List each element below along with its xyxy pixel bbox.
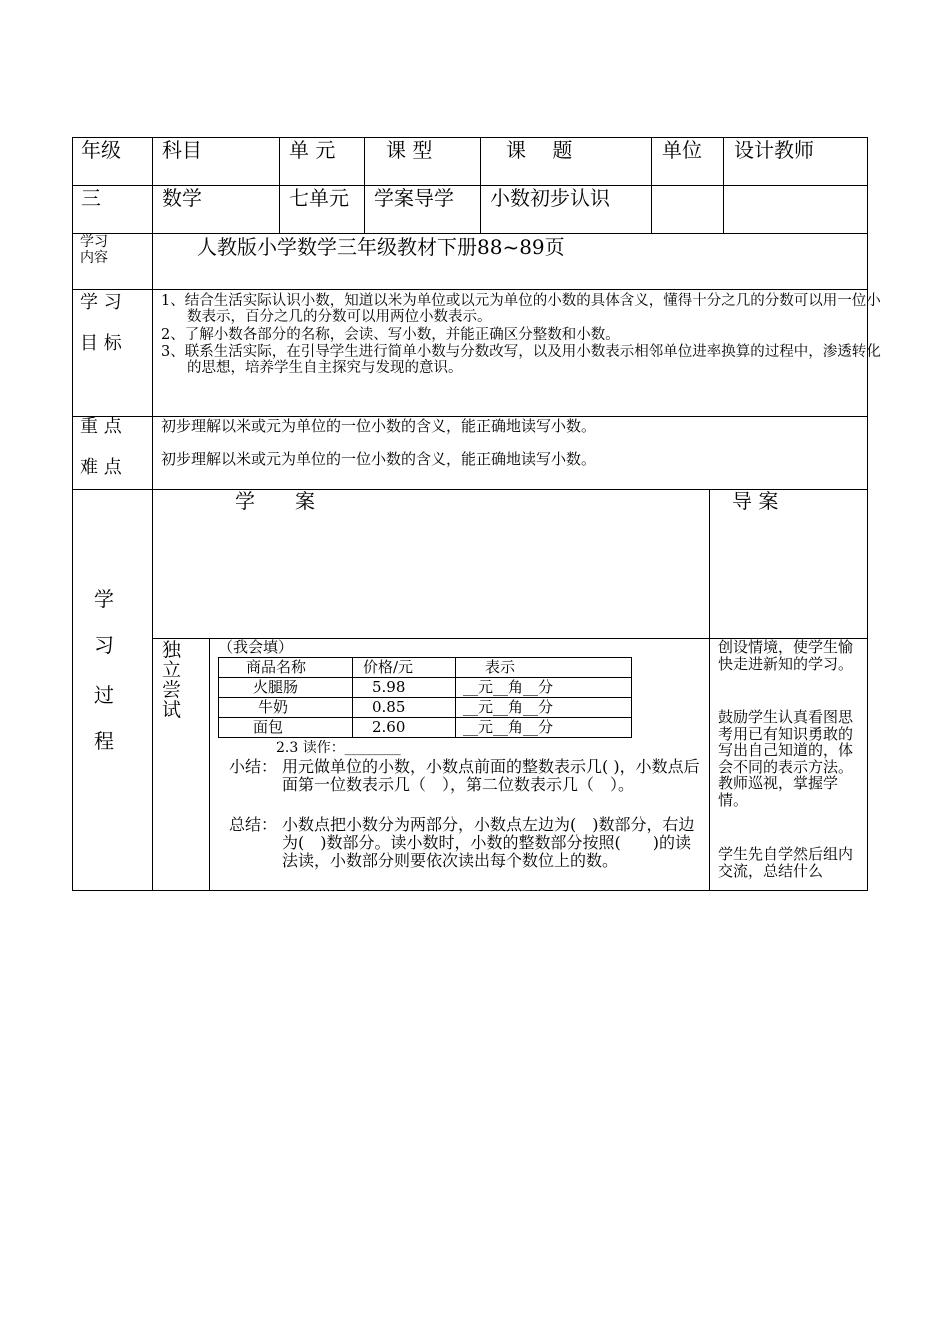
key-point-label: 重 点 xyxy=(80,416,122,437)
zongjie-label: 总结： xyxy=(229,815,278,834)
value-type: 学案导学 xyxy=(374,186,454,210)
header-teacher: 设计教师 xyxy=(734,138,814,162)
read-line: 2.3 读作：________ xyxy=(276,740,401,756)
price-table-line xyxy=(352,657,353,738)
guide-note-3: 学生先自学然后组内交流，总结什么 xyxy=(718,845,854,880)
price-table xyxy=(218,657,632,739)
header-topic: 课 题 xyxy=(506,138,573,162)
process-label-char: 程 xyxy=(94,729,114,753)
section-label-independent-try: 独立尝试 xyxy=(162,639,182,721)
price-table-cell: 火腿肠 xyxy=(253,678,299,696)
price-table-cell: __元__角__分 xyxy=(463,698,554,716)
price-table-line xyxy=(631,657,632,738)
xiaojie-label: 小结： xyxy=(229,757,278,776)
price-table-header: 价格/元 xyxy=(363,658,414,676)
table-border-left xyxy=(72,137,73,891)
price-table-cell: __元__角__分 xyxy=(463,718,554,736)
price-table-header: 表示 xyxy=(485,658,516,676)
daoan-header: 导 案 xyxy=(732,489,779,513)
goal-item-2: 2、了解小数各部分的名称，会读、写小数，并能正确区分整数和小数。 xyxy=(161,327,620,343)
difficulty-label: 难 点 xyxy=(80,457,122,478)
column-divider xyxy=(723,137,724,234)
header-subject: 科目 xyxy=(162,138,202,162)
zongjie-text: 小数点把小数分为两部分，小数点左边为( )数部分，右边为( )数部分。读小数时，小数的整数部分按照( )的读法读，小数部分则要依次读出每个数位上的数。 xyxy=(282,815,695,870)
column-divider xyxy=(152,137,153,891)
price-table-line xyxy=(455,657,456,738)
header-unit: 单 元 xyxy=(289,138,336,162)
xuean-header: 学 案 xyxy=(235,489,315,513)
fill-label: （我会填） xyxy=(218,638,294,656)
value-grade: 三 xyxy=(81,186,101,210)
content-text: 人教版小学数学三年级教材下册88~89页 xyxy=(197,235,565,259)
column-divider xyxy=(480,137,481,234)
guide-note-1: 创设情境，使学生愉快走进新知的学习。 xyxy=(718,638,854,673)
goal-item-1: 1、结合生活实际认识小数，知道以米为单位或以元为单位的小数的具体含义，懂得十分之几的分数可以用一位小数表示，百分之几的分数可以用两位小数表示。 xyxy=(161,293,881,325)
row-divider xyxy=(72,233,868,234)
process-label-char: 习 xyxy=(94,633,114,657)
column-divider xyxy=(279,137,280,234)
column-divider xyxy=(651,137,652,234)
content-label: 学习 xyxy=(80,234,108,250)
price-table-cell: 0.85 xyxy=(372,698,406,716)
value-unit: 七单元 xyxy=(289,186,349,210)
price-table-cell: 2.60 xyxy=(372,718,406,736)
difficulty-text: 初步理解以米或元为单位的一位小数的含义，能正确地读写小数。 xyxy=(161,450,597,468)
price-table-cell: __元__角__分 xyxy=(463,678,554,696)
price-table-cell: 面包 xyxy=(253,718,284,736)
guide-note-2: 鼓励学生认真看图思考用已有知识勇敢的写出自己知道的，体会不同的表示方法。教师巡视，掌握学情。 xyxy=(718,708,854,809)
table-border-right xyxy=(867,137,868,891)
value-topic: 小数初步认识 xyxy=(490,186,610,210)
process-label-char: 学 xyxy=(94,587,114,611)
header-grade: 年级 xyxy=(81,138,121,162)
process-label-char: 过 xyxy=(94,683,114,707)
daoan-column-divider xyxy=(709,489,710,891)
price-table-header: 商品名称 xyxy=(246,658,307,676)
goals-label: 目 标 xyxy=(80,333,122,354)
section-label-divider xyxy=(209,638,210,891)
table-border-bottom xyxy=(72,890,868,891)
header-type: 课 型 xyxy=(386,138,433,162)
price-table-line xyxy=(218,737,632,738)
xiaojie-text: 用元做单位的小数，小数点前面的整数表示几( )，小数点后面第一位数表示几（ ），第二位数表示几（ ）。 xyxy=(282,757,700,794)
row-divider xyxy=(72,289,868,290)
content-label: 内容 xyxy=(80,250,108,266)
goals-label: 学 习 xyxy=(80,292,122,313)
goal-item-3: 3、联系生活实际，在引导学生进行简单小数与分数改写，以及用小数表示相邻单位进率换算的过程中，渗透转化的思想，培养学生自主探究与发现的意识。 xyxy=(161,344,881,376)
price-table-cell: 牛奶 xyxy=(258,698,289,716)
price-table-cell: 5.98 xyxy=(372,678,406,696)
price-table-line xyxy=(218,657,219,738)
key-point-text: 初步理解以米或元为单位的一位小数的含义，能正确地读写小数。 xyxy=(161,417,597,435)
header-org: 单位 xyxy=(662,138,702,162)
value-subject: 数学 xyxy=(162,186,202,210)
column-divider xyxy=(364,137,365,234)
